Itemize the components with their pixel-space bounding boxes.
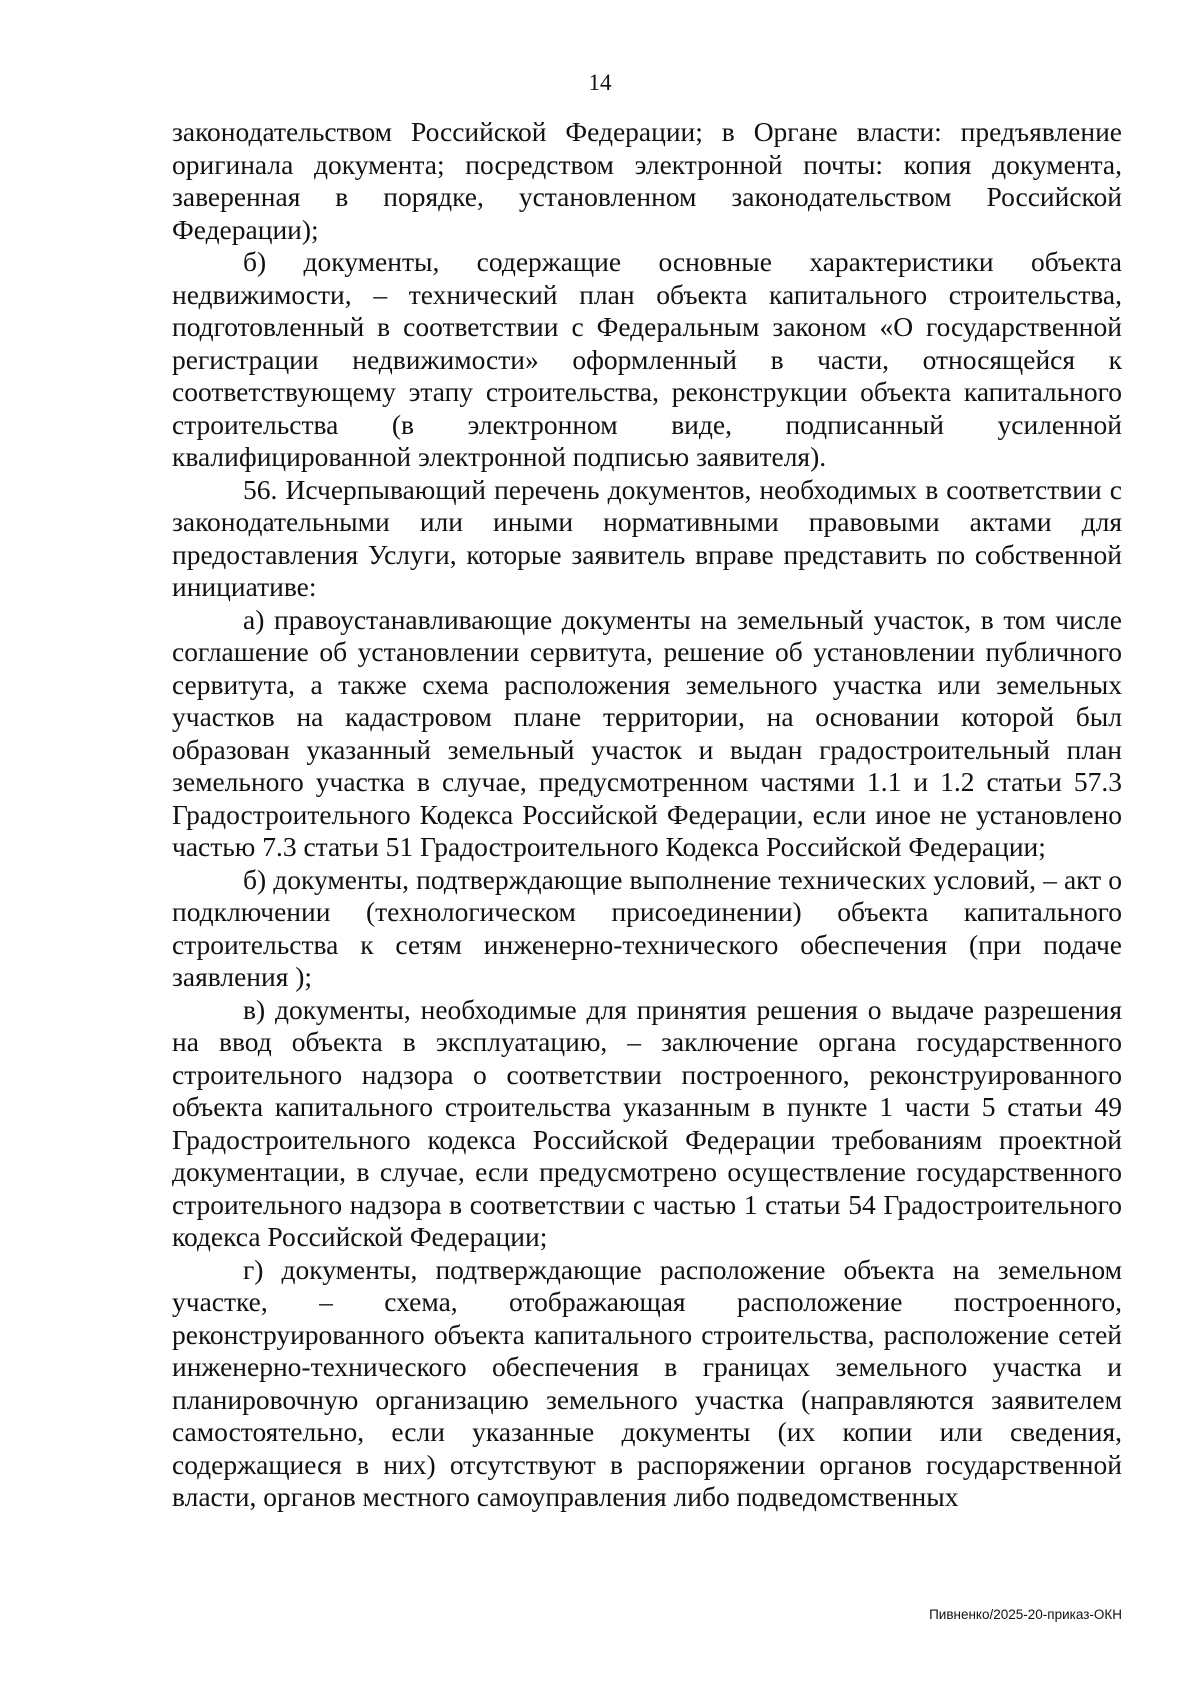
paragraph-item-v-commissioning: в) документы, необходимые для принятия решения о выдаче разрешения на ввод объекта в эксплуатацию, – заключение органа государственного строительного надзора о соответствии построенного, реконструированного объекта капитального строительства указанным в пункте 1 части 5 статьи 49 Градостроительного кодекса Российской Федерации требованиям проектной документации, в случае, если предусмотрено осуществление государственного строительного надзора в соответствии с частью 1 статьи 54 Градостроительного кодекса Российской Федерации; [172, 993, 1122, 1252]
document-body [172, 116, 1122, 1514]
paragraph-item-g-location-scheme: г) документы, подтверждающие расположение объекта на земельном участке, – схема, отображающая расположение построенного, реконструированного объекта капитального строительства, расположение сетей инженерно-технического обеспечения в границах земельного участка и планировочную организацию земельного участка (направляются заявителем самостоятельно, если указанные документы (их копии или сведения, содержащиеся в них) отсутствуют в распоряжении органов государственной власти, органов местного самоуправления либо подведомственных [172, 1253, 1122, 1512]
paragraph-clause-56: 56. Исчерпывающий перечень документов, необходимых в соответствии с законодательными или иными нормативными правовыми актами для предоставления Услуги, которые заявитель вправе представить по собственной инициативе: [172, 473, 1122, 602]
paragraph-item-b-technical-conditions: б) документы, подтверждающие выполнение технических условий, – акт о подключении (технологическом присоединении) объекта капитального строительства к сетям инженерно-технического обеспечения (при подаче заявления ); [172, 863, 1122, 992]
page-number: 14 [588, 70, 612, 95]
paragraph-continuation: законодательством Российской Федерации; в Органе власти: предъявление оригинала документа; посредством электронной почты: копия документа, заверенная в порядке, установленном законодательством Российской Федерации); [172, 116, 1122, 245]
paragraph-item-a-title-documents: а) правоустанавливающие документы на земельный участок, в том числе соглашение об установлении сервитута, решение об установлении публичного сервитута, а также схема расположения земельного участка или земельных участков на кадастровом плане территории, на основании которой был образован указанный земельный участок и выдан градостроительный план земельного участка в случае, предусмотренном частями 1.1 и 1.2 статьи 57.3 Градостроительного Кодекса Российской Федерации, если иное не установлено частью 7.3 статьи 51 Градостроительного Кодекса Российской Федерации; [172, 603, 1122, 862]
paragraph-item-b-technical-plan: б) документы, содержащие основные характеристики объекта недвижимости, – технический план объекта капитального строительства, подготовленный в соответствии с Федеральным законом «О государственной регистрации недвижимости» оформленный в части, относящейся к соответствующему этапу строительства, реконструкции объекта капитального строительства (в электронном виде, подписанный усиленной квалифицированной электронной подписью заявителя). [172, 246, 1122, 472]
document-code: Пивненко/2025-20-приказ-ОКН [929, 1607, 1122, 1622]
